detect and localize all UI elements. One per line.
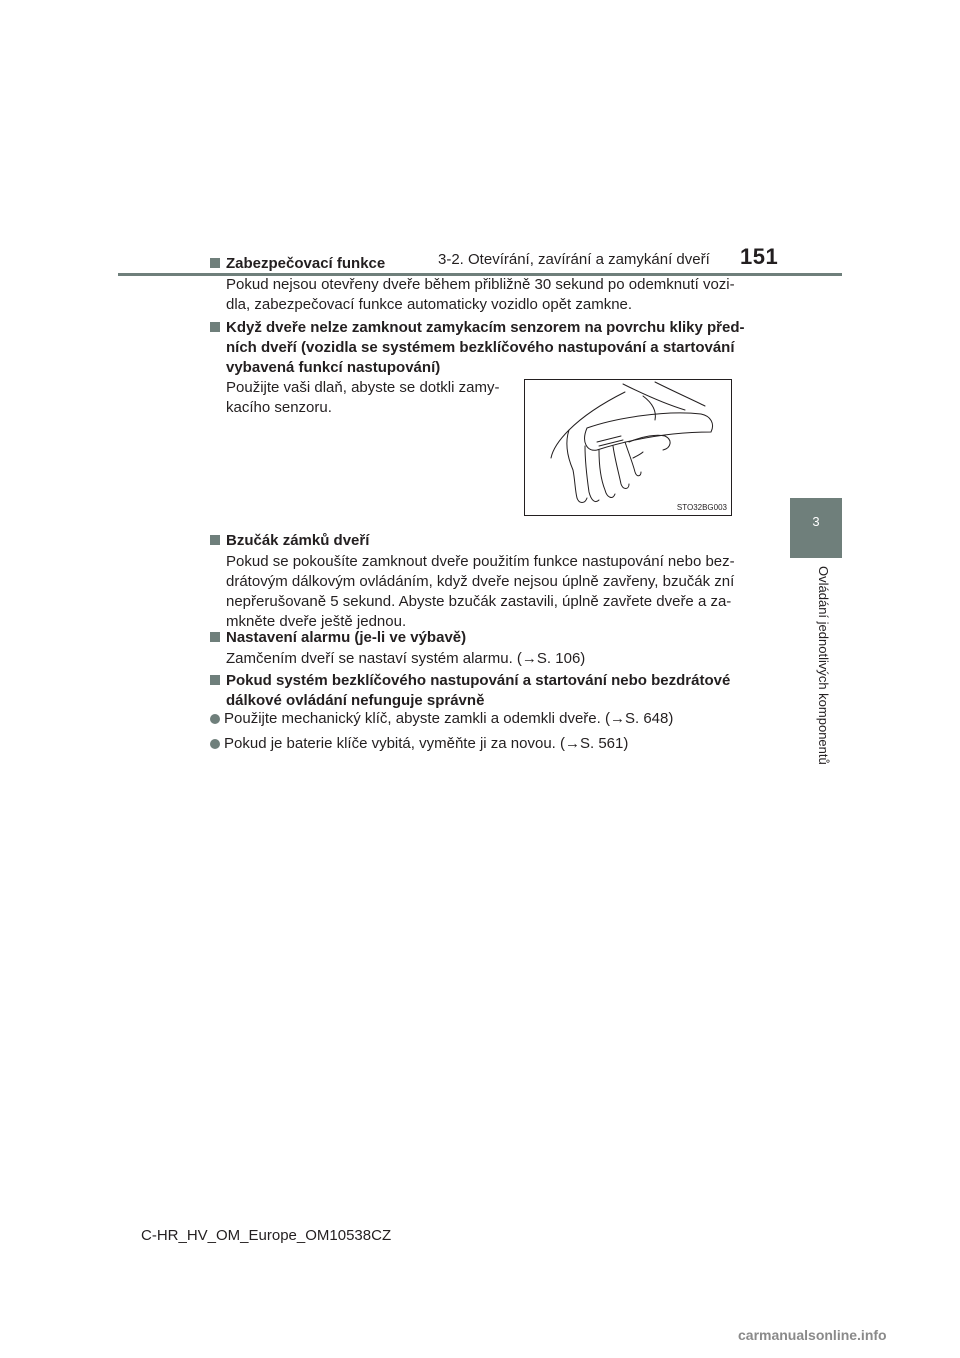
list-item: Pokud je baterie klíče vybitá, vyměňte ji za novou. (→S. 561): [224, 735, 629, 752]
chapter-label: Ovládání jednotlivých komponentů: [816, 566, 831, 765]
section-title: 3-2. Otevírání, zavírání a zamykání dveří: [438, 251, 710, 268]
square-bullet-icon: [210, 322, 220, 332]
paragraph: Použijte vaši dlaň, abyste se dotkli zamy- kacího senzoru.: [226, 379, 500, 416]
watermark: carmanualsonline.info: [738, 1327, 887, 1343]
square-bullet-icon: [210, 535, 220, 545]
paragraph: Pokud nejsou otevřeny dveře během přibližně 30 sekund po odemknutí vozi- dla, zabezpečovací funkce automaticky vozidlo opět zamkne.: [226, 276, 735, 313]
page-number: 151: [740, 244, 779, 269]
paragraph: Pokud se pokoušíte zamknout dveře použitím funkce nastupování nebo bez- drátovým dálkovým ovládáním, když dveře nejsou úplně zavřeny, bzučák zní nepřerušovaně 5 sekund. Abyste bzučák zastavili, úplně zavřete dveře a za- mkněte dveře ještě jednou.: [226, 553, 735, 630]
paragraph: Zamčením dveří se nastaví systém alarmu. (→S. 106): [226, 650, 586, 667]
square-bullet-icon: [210, 632, 220, 642]
hand-door-handle-illustration: [524, 379, 732, 516]
document-id: C-HR_HV_OM_Europe_OM10538CZ: [141, 1227, 392, 1244]
chapter-number: 3: [812, 514, 820, 529]
round-bullet-icon: [210, 739, 220, 749]
figure-code: STO32BG003: [676, 503, 727, 512]
list-item: Použijte mechanický klíč, abyste zamkli a odemkli dveře. (→S. 648): [224, 710, 674, 727]
chapter-tab: [790, 498, 842, 558]
hand-on-handle-icon: [525, 380, 731, 515]
square-bullet-icon: [210, 258, 220, 268]
square-bullet-icon: [210, 675, 220, 685]
round-bullet-icon: [210, 714, 220, 724]
